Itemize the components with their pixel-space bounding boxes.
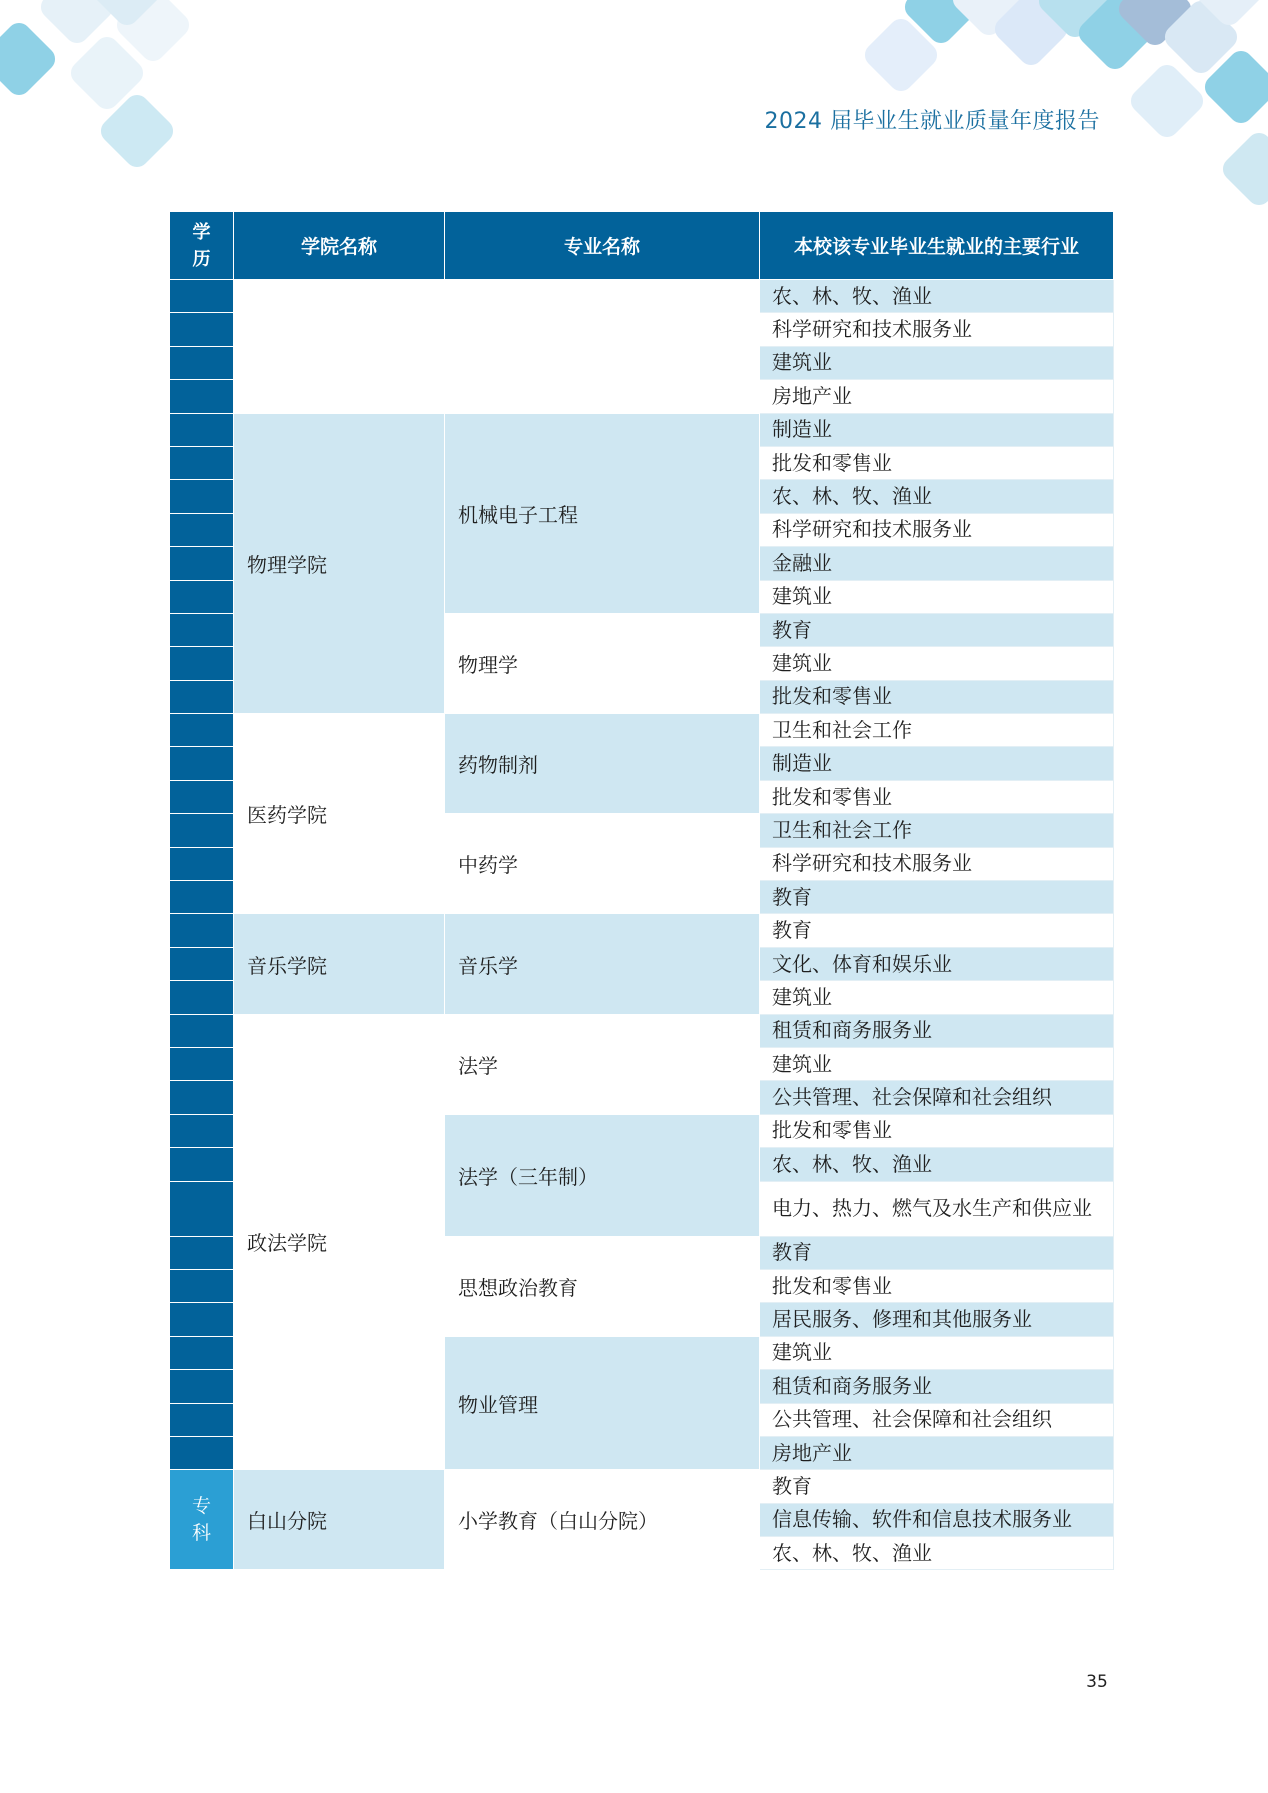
table-row [170, 1014, 1114, 1047]
major-cell-music: 音乐学 [445, 914, 760, 1014]
header-major: 专业名称 [445, 212, 760, 280]
degree-cell [170, 380, 234, 413]
degree-cell [170, 1303, 234, 1336]
industry-cell: 房地产业 [760, 380, 1114, 413]
industry-cell: 建筑业 [760, 647, 1114, 680]
table-row [170, 280, 1114, 313]
degree-cell [170, 413, 234, 446]
table-row [170, 914, 1114, 947]
degree-cell [170, 947, 234, 980]
degree-cell [170, 780, 234, 813]
header-degree: 学历 [170, 212, 234, 280]
page-number: 35 [1086, 1672, 1108, 1692]
table-row [170, 413, 1114, 446]
industry-cell: 制造业 [760, 413, 1114, 446]
industry-cell: 制造业 [760, 747, 1114, 780]
degree-cell [170, 280, 234, 313]
degree-cell [170, 1269, 234, 1302]
industry-cell: 科学研究和技术服务业 [760, 847, 1114, 880]
degree-cell [170, 313, 234, 346]
major-cell-tcm: 中药学 [445, 814, 760, 914]
industry-cell: 建筑业 [760, 981, 1114, 1014]
industry-cell: 居民服务、修理和其他服务业 [760, 1303, 1114, 1336]
degree-cell [170, 747, 234, 780]
college-cell-music: 音乐学院 [234, 914, 445, 1014]
college-cell-medicine: 医药学院 [234, 714, 445, 914]
industry-cell: 租赁和商务服务业 [760, 1014, 1114, 1047]
industry-cell: 教育 [760, 914, 1114, 947]
industry-cell: 教育 [760, 613, 1114, 646]
degree-cell [170, 881, 234, 914]
degree-cell [170, 647, 234, 680]
degree-cell [170, 1148, 234, 1181]
degree-cell [170, 1047, 234, 1080]
degree-cell [170, 1370, 234, 1403]
degree-cell [170, 1114, 234, 1147]
college-cell-physics: 物理学院 [234, 413, 445, 714]
industry-cell: 科学研究和技术服务业 [760, 313, 1114, 346]
industry-cell: 农、林、牧、渔业 [760, 280, 1114, 313]
industry-cell: 批发和零售业 [760, 446, 1114, 479]
industry-cell: 农、林、牧、渔业 [760, 1537, 1114, 1570]
industry-cell: 教育 [760, 1470, 1114, 1503]
industry-cell: 卫生和社会工作 [760, 814, 1114, 847]
industry-cell: 批发和零售业 [760, 780, 1114, 813]
industry-cell: 卫生和社会工作 [760, 714, 1114, 747]
table-row [170, 714, 1114, 747]
report-title: 2024 届毕业生就业质量年度报告 [764, 109, 1100, 134]
industry-cell: 建筑业 [760, 1047, 1114, 1080]
degree-cell-zhuanke [170, 1470, 234, 1570]
industry-cell: 建筑业 [760, 346, 1114, 379]
degree-cell [170, 1181, 234, 1236]
major-cell-property: 物业管理 [445, 1336, 760, 1470]
industry-cell: 建筑业 [760, 580, 1114, 613]
industry-cell: 农、林、牧、渔业 [760, 480, 1114, 513]
major-cell-blank [445, 280, 760, 414]
degree-cell [170, 480, 234, 513]
industry-cell: 房地产业 [760, 1436, 1114, 1469]
industry-cell: 信息传输、软件和信息技术服务业 [760, 1503, 1114, 1536]
degree-cell [170, 981, 234, 1014]
industry-cell: 建筑业 [760, 1336, 1114, 1369]
degree-cell [170, 446, 234, 479]
industry-cell: 租赁和商务服务业 [760, 1370, 1114, 1403]
major-cell-pharmaceutics: 药物制剂 [445, 714, 760, 814]
industry-cell: 农、林、牧、渔业 [760, 1148, 1114, 1181]
industry-cell: 文化、体育和娱乐业 [760, 947, 1114, 980]
industry-cell: 公共管理、社会保障和社会组织 [760, 1403, 1114, 1436]
degree-cell [170, 547, 234, 580]
industry-cell: 公共管理、社会保障和社会组织 [760, 1081, 1114, 1114]
major-cell-law: 法学 [445, 1014, 760, 1114]
header-industry: 本校该专业毕业生就业的主要行业 [760, 212, 1114, 280]
table-row [170, 1470, 1114, 1503]
degree-cell [170, 1014, 234, 1047]
industry-table [169, 211, 1114, 1570]
degree-cell [170, 814, 234, 847]
industry-cell: 批发和零售业 [760, 1269, 1114, 1302]
degree-cell [170, 346, 234, 379]
degree-cell [170, 680, 234, 713]
degree-cell [170, 1436, 234, 1469]
degree-cell [170, 1081, 234, 1114]
major-cell-physics: 物理学 [445, 613, 760, 713]
degree-cell [170, 914, 234, 947]
industry-cell: 电力、热力、燃气及水生产和供应业 [760, 1181, 1114, 1236]
major-cell-mechatronics: 机械电子工程 [445, 413, 760, 613]
degree-cell [170, 1336, 234, 1369]
industry-cell: 教育 [760, 1236, 1114, 1269]
major-cell-primary-edu: 小学教育（白山分院） [445, 1470, 760, 1570]
degree-cell [170, 580, 234, 613]
degree-cell [170, 613, 234, 646]
industry-cell: 批发和零售业 [760, 680, 1114, 713]
degree-label-zhuanke: 专科 [191, 1494, 211, 1544]
major-cell-law-3yr: 法学（三年制） [445, 1114, 760, 1236]
degree-cell [170, 847, 234, 880]
degree-cell [170, 1236, 234, 1269]
degree-cell [170, 1403, 234, 1436]
industry-cell: 金融业 [760, 547, 1114, 580]
table-header-row [170, 212, 1114, 280]
major-cell-ideology: 思想政治教育 [445, 1236, 760, 1336]
college-cell-blank [234, 280, 445, 414]
industry-cell: 科学研究和技术服务业 [760, 513, 1114, 546]
degree-cell [170, 714, 234, 747]
college-cell-law: 政法学院 [234, 1014, 445, 1470]
degree-cell [170, 513, 234, 546]
college-cell-baishan: 白山分院 [234, 1470, 445, 1570]
industry-cell: 批发和零售业 [760, 1114, 1114, 1147]
industry-cell: 教育 [760, 881, 1114, 914]
header-college: 学院名称 [234, 212, 445, 280]
